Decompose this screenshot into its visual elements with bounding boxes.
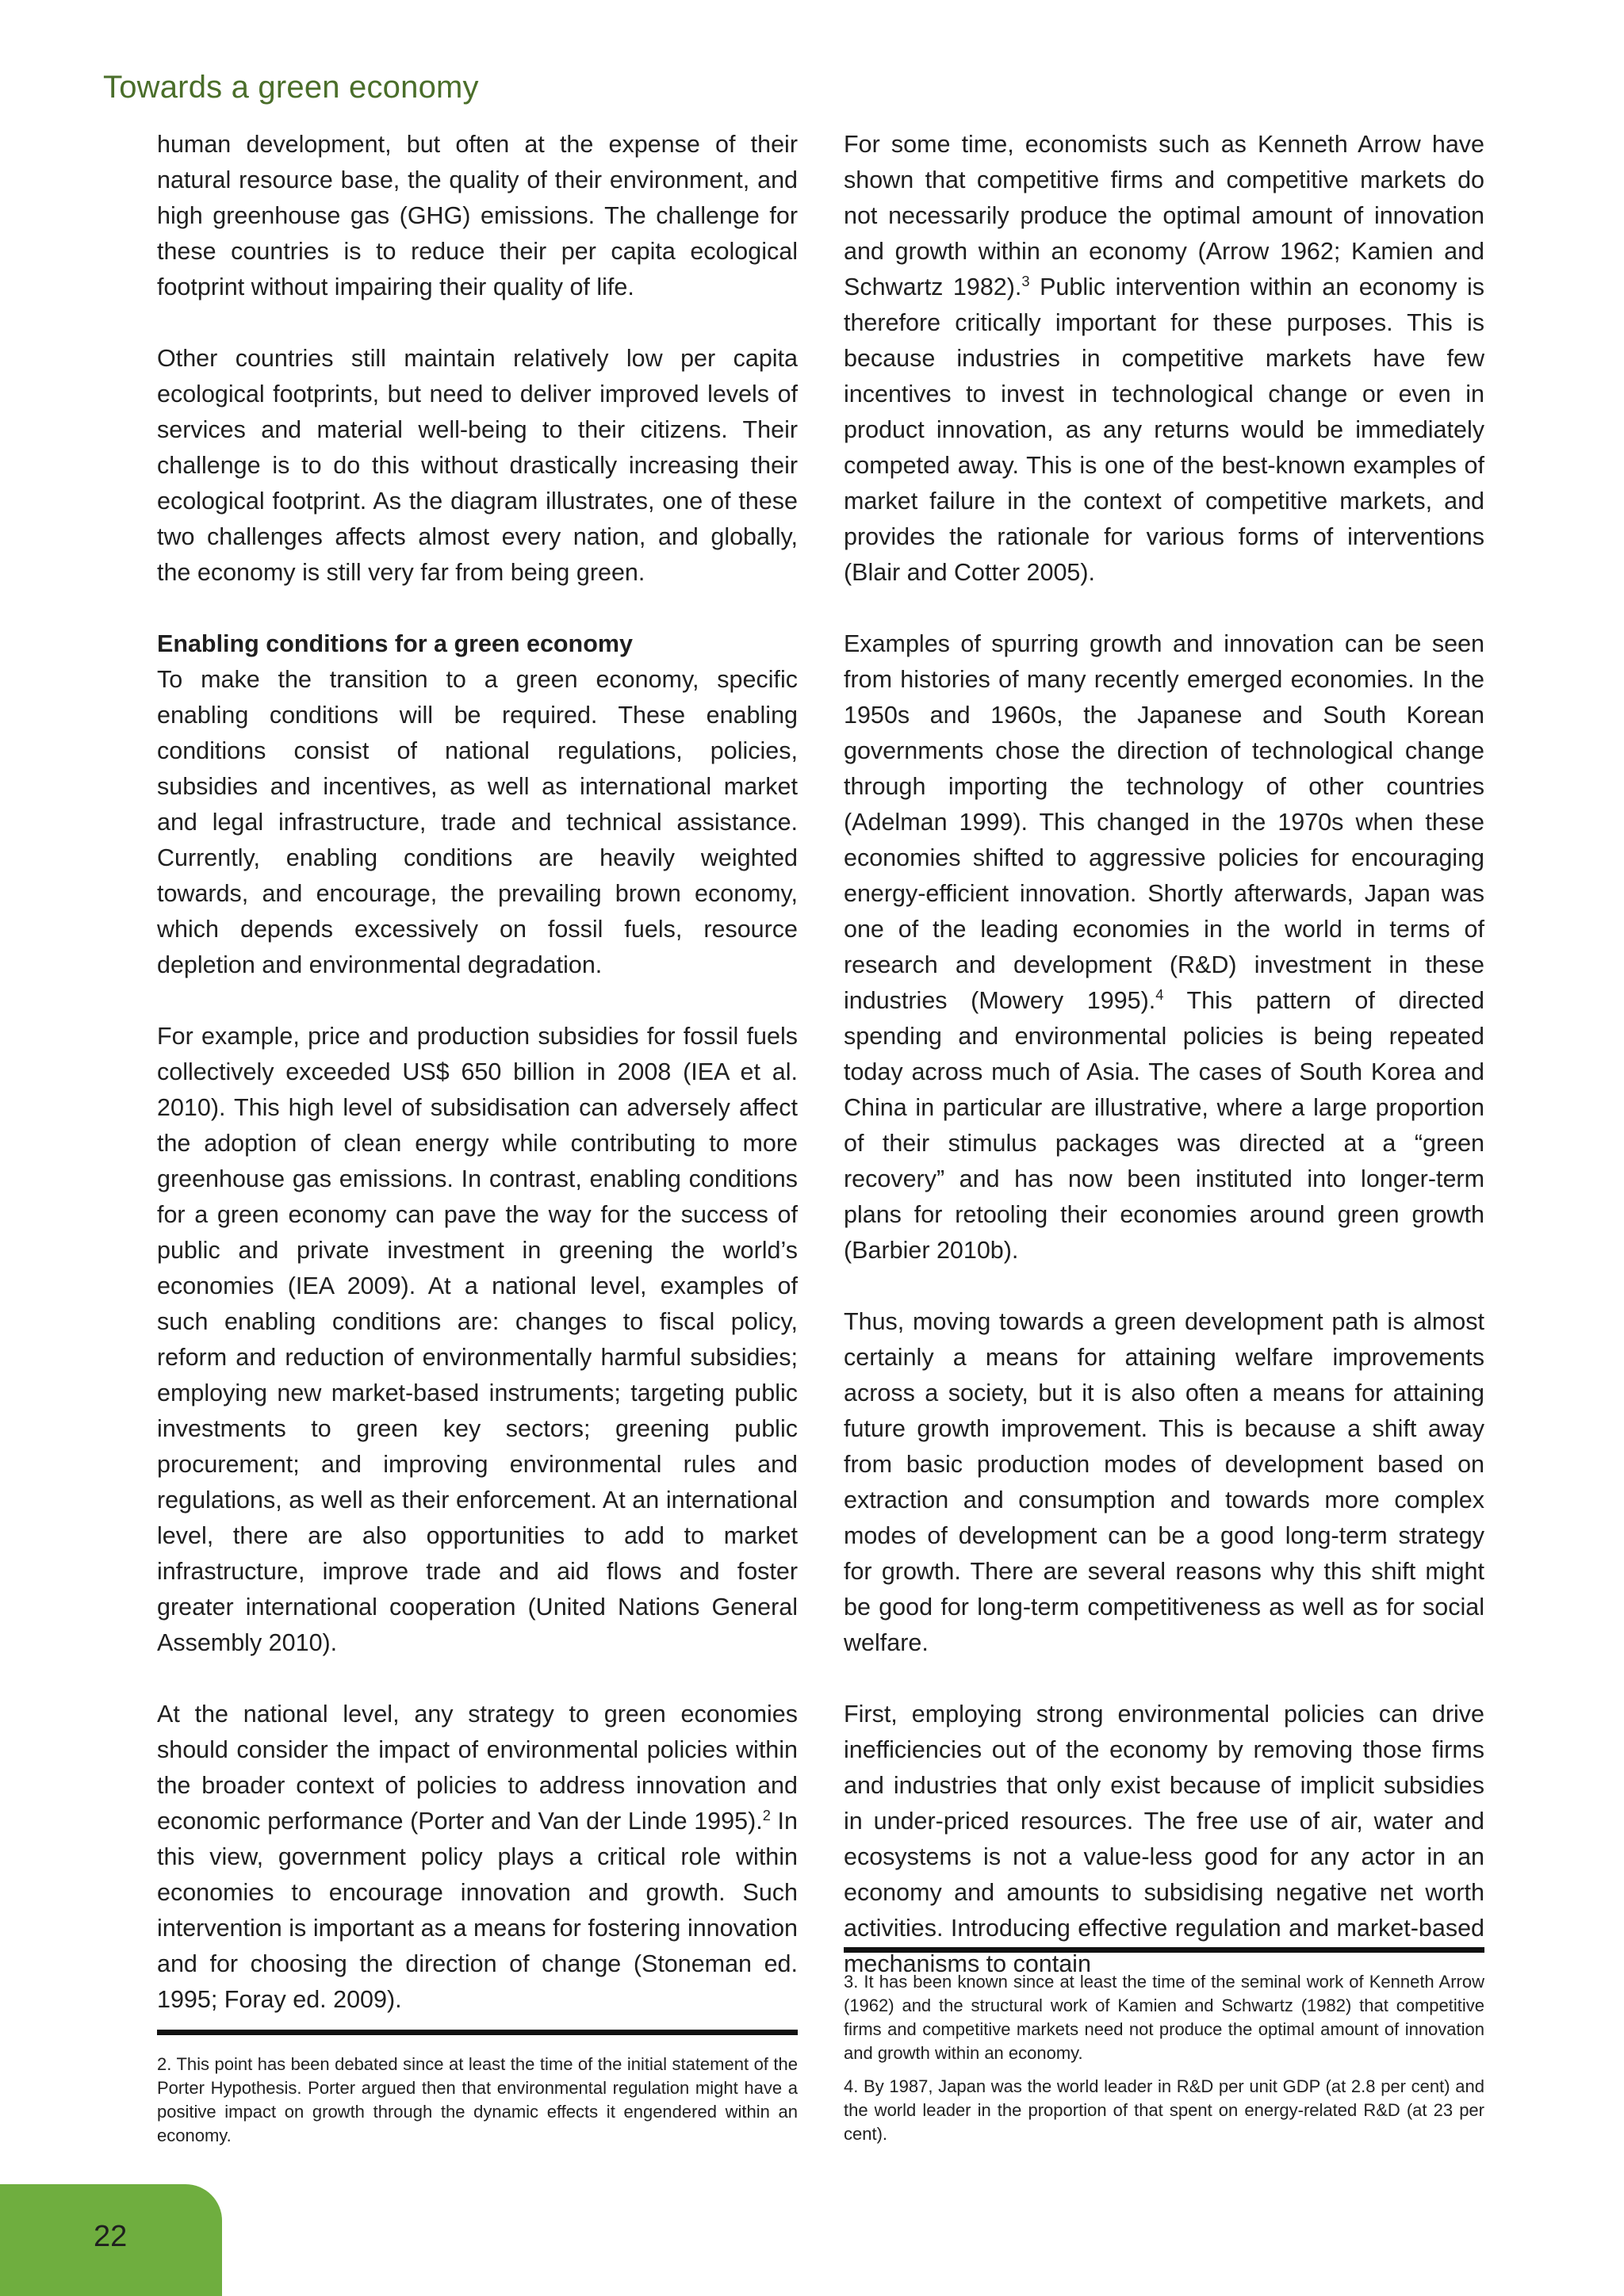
left-paragraph-5 [157,1697,798,2018]
footnote-divider-left [157,2030,798,2035]
left-paragraph-5-text-b: In this view, government policy plays a critical role within economies to encourage innovation and growth. Such intervention is important as a means for fostering innovation and for choosing the direction of change (Stoneman ed. 1995; Foray ed. 2009). [157,1808,798,2013]
right-paragraph-1-text-a: For some time, economists such as Kenneth Arrow have shown that competitive firms and competitive markets do not necessarily produce the optimal amount of innovation and growth within an economy (Arrow 1962; Kamien and Schwartz 1982). [844,131,1484,300]
footnote-2: 2. This point has been debated since at least the time of the initial statement of the Porter Hypothesis. Porter argued then that environmental regulation might have a positive impact on growth through the dynamic effects it engendered within an economy. [157,2054,798,2145]
footnote-ref-2: 2 [762,1806,771,1823]
running-header: Towards a green economy [103,70,479,105]
right-paragraph-2-text-a: Examples of spurring growth and innovation can be seen from histories of many recently emerged economies. In the 1950s and 1960s, the Japanese and South Korean governments chose the direction of technological change through importing the technology of other countries (Adelman 1999). This changed in the 1970s when these economies shifted to aggressive policies for encouraging energy-efficient innovation. Shortly afterwards, Japan was one of the leading economies in the world in terms of research and development (R&D) investment in these industries (Mowery 1995). [844,630,1484,1014]
right-column [844,127,1484,2018]
right-paragraph-1 [844,127,1484,591]
right-paragraph-2-text-b: This pattern of directed spending and environmental policies is being repeated today across much of Asia. The cases of South Korea and China in particular are illustrative, where a large proportion of their stimulus packages was directed at a “green recovery” and has now been instituted into longer-term plans for retooling their economies around green growth (Barbier 2010b). [844,987,1484,1264]
footnote-ref-3: 3 [1021,272,1030,289]
left-paragraph-5-text-a: At the national level, any strategy to green economies should consider the impact of environmental policies within the broader context of policies to address innovation and economic performance (Porter and Van der Linde 1995). [157,1701,798,1835]
left-paragraph-2: Other countries still maintain relatively low per capita ecological footprints, but need to deliver improved levels of services and material well-being to their citizens. Their challenge is to do this without drastically increasing their ecological footprint. As the diagram illustrates, one of these two challenges affects almost every nation, and globally, the economy is still very far from being green. [157,345,798,586]
right-paragraph-4: First, employing strong environmental policies can drive inefficiencies out of the economy by removing those firms and industries that only exist because of implicit subsidies in under-priced resources. The free use of air, water and ecosystems is not a value-less good for any actor in an economy and amounts to subsidising negative net worth activities. Introducing effective regulation and market-based mechanisms to contain [844,1701,1484,1977]
left-paragraph-3: To make the transition to a green economy, specific enabling conditions will be required. These enabling conditions consist of national regulations, policies, subsidies and incentives, as well as international market and legal infrastructure, trade and technical assistance. Currently, enabling conditions are heavily weighted towards, and encourage, the prevailing brown economy, which depends excessively on fossil fuels, resource depletion and environmental degradation. [157,666,798,978]
footnote-ref-4: 4 [1155,985,1164,1003]
page-number: 22 [94,2220,128,2253]
left-paragraph-4: For example, price and production subsidies for fossil fuels collectively exceeded US$ 650 billion in 2008 (IEA et al. 2010). This high level of subsidisation can adversely affect the adoption of clean energy while contributing to more greenhouse gas emissions. In contrast, enabling conditions for a green economy can pave the way for the success of public and private investment in greening the world’s economies (IEA 2009). At a national level, examples of such enabling conditions are: changes to fiscal policy, reform and reduction of environmentally harmful subsidies; employing new market-based instruments; targeting public investments to green key sectors; greening public procurement; and improving environmental rules and regulations, as well as their enforcement. At an international level, there are also opportunities to add to market infrastructure, improve trade and aid flows and foster greater international cooperation (United Nations General Assembly 2010). [157,1023,798,1656]
left-column [157,127,798,2053]
right-paragraph-1-text-b: Public intervention within an economy is therefore critically important for these purposes. This is because industries in competitive markets have few incentives to invest in technological change or even in product innovation, as any returns would be immediately competed away. This is one of the best-known examples of market failure in the context of competitive markets, and provides the rationale for various forms of interventions (Blair and Cotter 2005). [844,274,1484,586]
right-paragraph-2 [844,626,1484,1269]
footnote-divider-right [844,1947,1484,1953]
section-heading: Enabling conditions for a green economy [157,630,633,657]
footnote-4: 4. By 1987, Japan was the world leader in R&D per unit GDP (at 2.8 per cent) and the world leader in the proportion of that spent on energy-related R&D (at 23 per cent). [844,2076,1484,2144]
right-footnotes [844,1947,1484,2156]
left-footnotes [157,2030,798,2157]
left-paragraph-1: human development, but often at the expense of their natural resource base, the quality of their environment, and high greenhouse gas (GHG) emissions. The challenge for these countries is to reduce their per capita ecological footprint without impairing their quality of life. [157,131,798,300]
footnote-3: 3. It has been known since at least the time of the seminal work of Kenneth Arrow (1962) and the structural work of Kamien and Schwartz (1982) that competitive firms and competitive markets need not produce the optimal amount of innovation and growth within an economy. [844,1972,1484,2063]
right-paragraph-3: Thus, moving towards a green development path is almost certainly a means for attaining welfare improvements across a society, but it is also often a means for attaining future growth improvement. This is because a shift away from basic production modes of development based on extraction and consumption and towards more complex modes of development can be a good long-term strategy for growth. There are several reasons why this shift might be good for long-term competitiveness as well as for social welfare. [844,1308,1484,1656]
